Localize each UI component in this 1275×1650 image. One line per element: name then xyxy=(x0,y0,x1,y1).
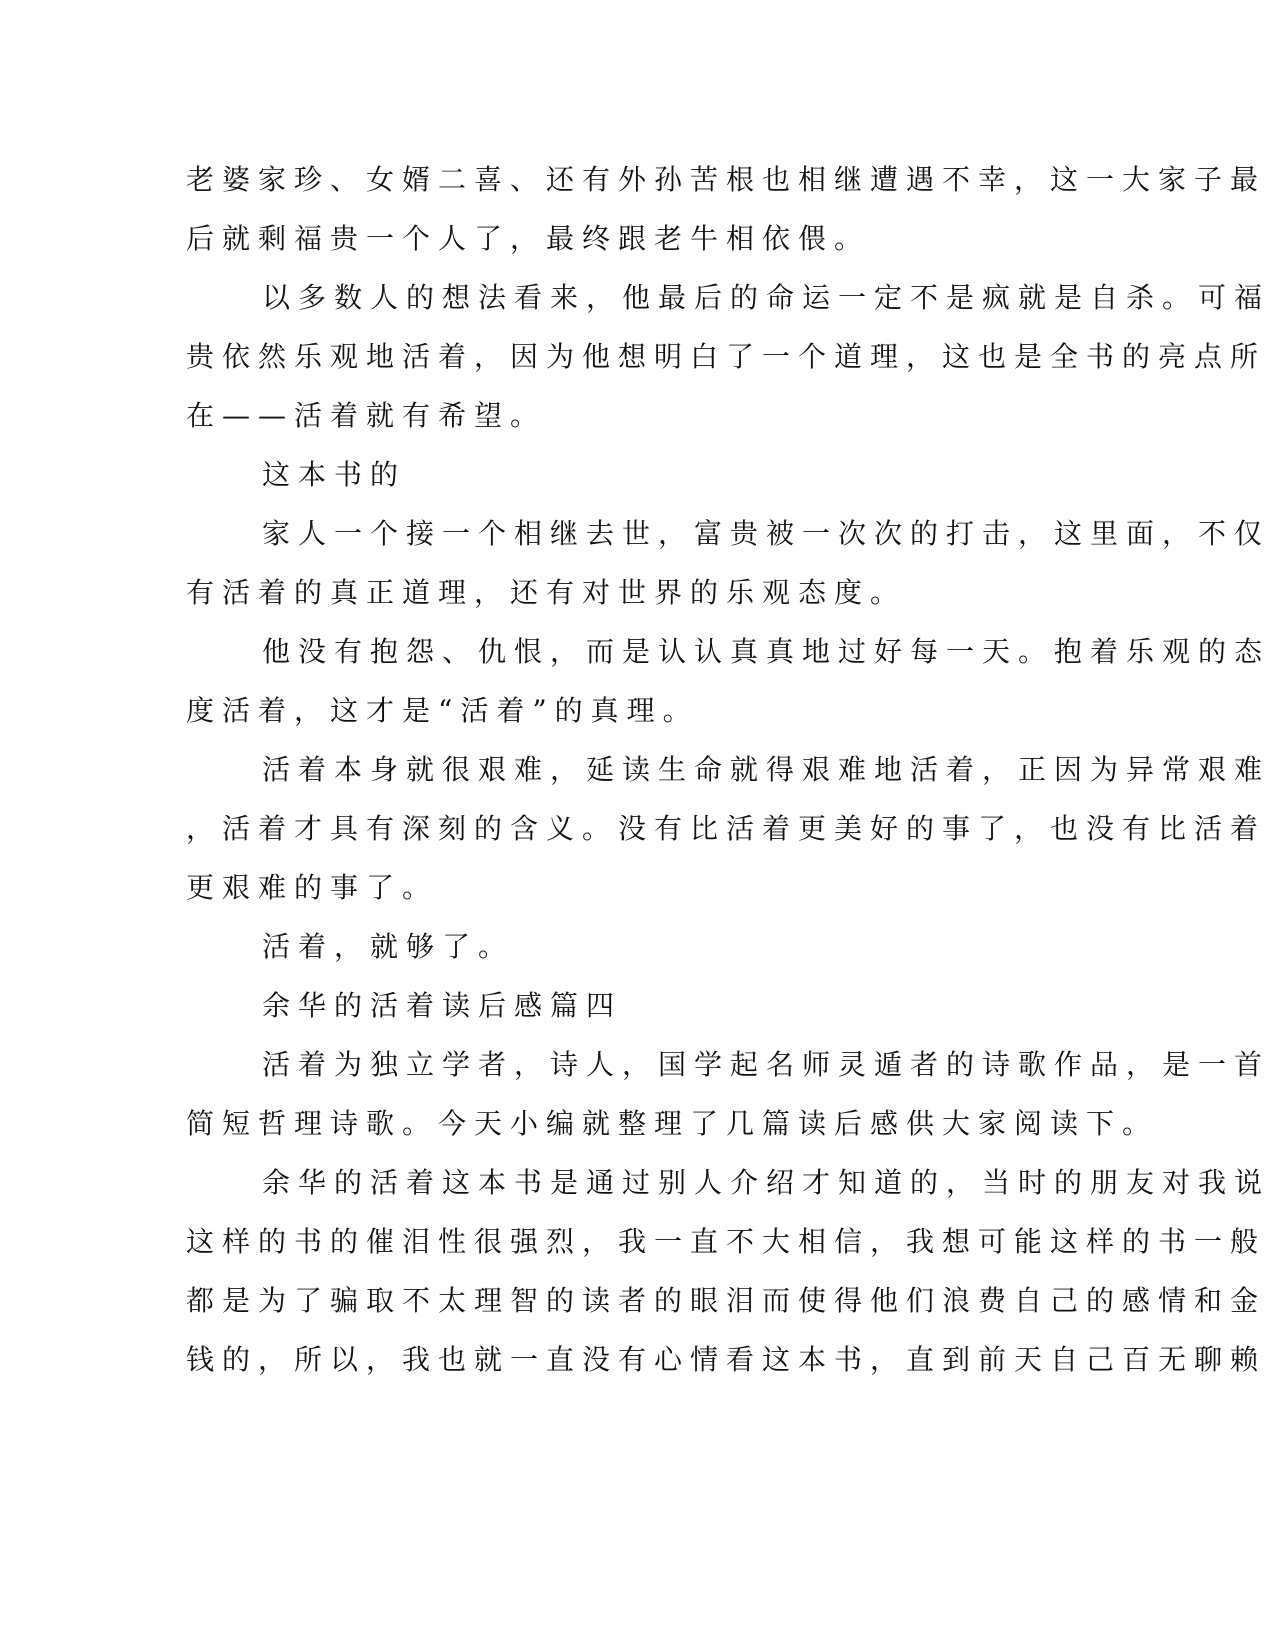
paragraph-first-line: 活着为独立学者，诗人，国学起名师灵遁者的诗歌作品，是一首 xyxy=(262,1048,1271,1081)
text-line: 有活着的真正道理，还有对世界的乐观态度。 xyxy=(186,576,907,609)
text-line: 度活着，这才是“活着”的真理。 xyxy=(186,694,699,727)
paragraph-first-line: 他没有抱怨、仇恨，而是认认真真地过好每一天。抱着乐观的态 xyxy=(262,635,1271,668)
paragraph-first-line: 余华的活着这本书是通过别人介绍才知道的，当时的朋友对我说 xyxy=(262,1166,1271,1199)
text-line: 贵依然乐观地活着，因为他想明白了一个道理，这也是全书的亮点所 xyxy=(186,340,1267,373)
text-line: 这样的书的催泪性很强烈，我一直不大相信，我想可能这样的书一般 xyxy=(186,1225,1267,1258)
paragraph-first-line: 活着本身就很艰难，延读生命就得艰难地活着，正因为异常艰难 xyxy=(262,753,1271,786)
paragraph-first-line: 家人一个接一个相继去世，富贵被一次次的打击，这里面，不仅 xyxy=(262,517,1271,550)
text-line: 简短哲理诗歌。今天小编就整理了几篇读后感供大家阅读下。 xyxy=(186,1107,1159,1140)
text-line: 后就剩福贵一个人了，最终跟老牛相依偎。 xyxy=(186,222,871,255)
text-line: ，活着才具有深刻的含义。没有比活着更美好的事了，也没有比活着 xyxy=(186,812,1267,845)
paragraph-first-line: 以多数人的想法看来，他最后的命运一定不是疯就是自杀。可福 xyxy=(262,281,1271,314)
paragraph-first-line: 活着，就够了。 xyxy=(262,930,515,963)
text-line: 老婆家珍、女婿二喜、还有外孙苦根也相继遭遇不幸，这一大家子最 xyxy=(186,163,1267,196)
text-line: 更艰难的事了。 xyxy=(186,871,439,904)
paragraph-first-line: 这本书的 xyxy=(262,458,407,491)
text-line: 都是为了骗取不太理智的读者的眼泪而使得他们浪费自己的感情和金 xyxy=(186,1284,1267,1317)
text-line: 在——活着就有希望。 xyxy=(186,399,547,432)
text-line: 钱的，所以，我也就一直没有心情看这本书，直到前天自己百无聊赖 xyxy=(186,1343,1267,1376)
section-heading: 余华的活着读后感篇四 xyxy=(262,989,623,1022)
